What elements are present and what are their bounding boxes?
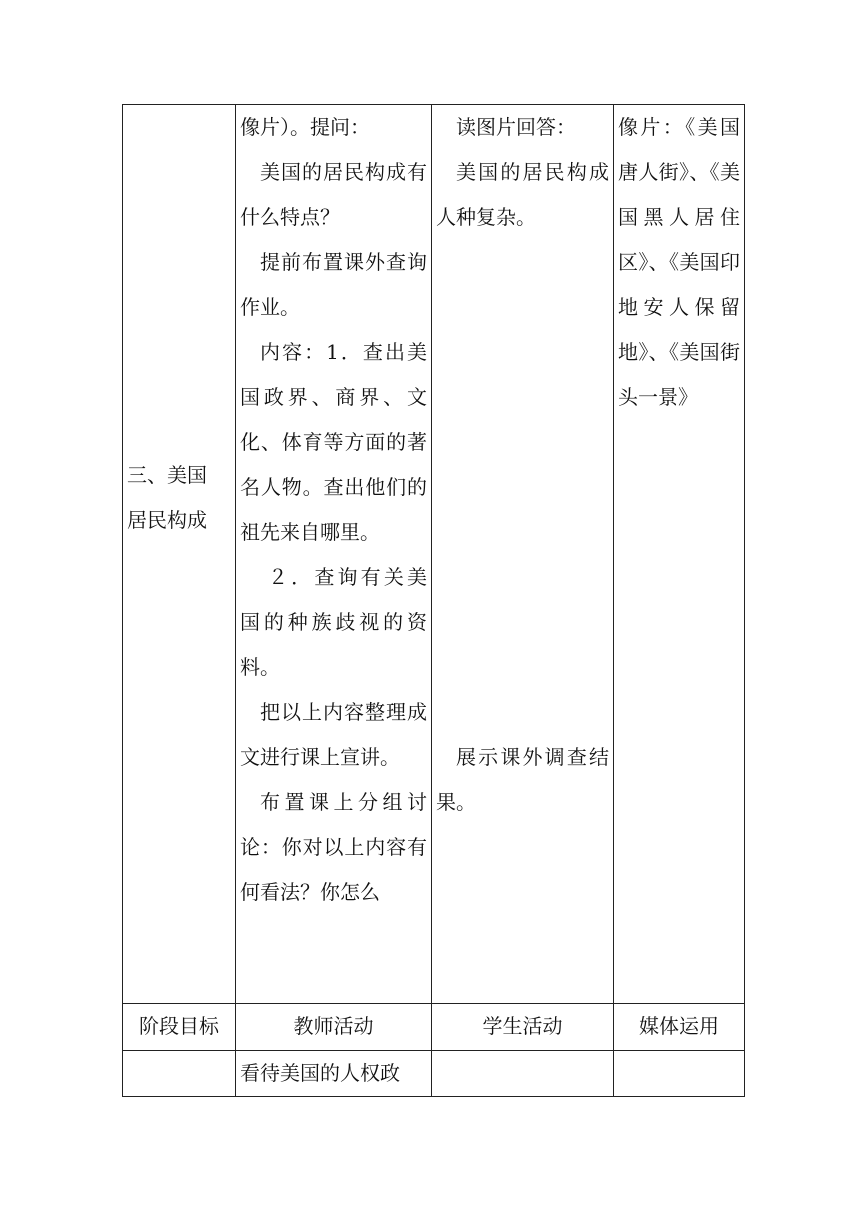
teacher-paragraph: ２．查询有关美国的种族歧视的资料。	[240, 565, 427, 679]
lesson-plan-table	[122, 104, 745, 1097]
table-row	[123, 105, 745, 1004]
teacher-activity-cell	[236, 105, 432, 1004]
student-paragraph: 展示课外调查结果。	[436, 745, 609, 814]
stage-goal-line: 居民构成	[127, 508, 207, 532]
table-row	[123, 1051, 745, 1097]
teacher-paragraph: 像片）。提问：	[240, 115, 370, 139]
student-activity-cell	[432, 105, 614, 1004]
media-cell	[614, 105, 745, 1004]
teacher-paragraph: 提前布置课外查询作业。	[240, 250, 427, 319]
header-teacher-activity: 教师活动	[236, 1004, 432, 1051]
teacher-paragraph: 内容：1．查出美国政界、商界、文化、体育等方面的著名人物。查出他们的祖先来自哪里。	[240, 340, 427, 544]
student-paragraph: 读图片回答：	[456, 115, 576, 139]
media-paragraph: 像片：《美国唐人街》、《美国黑人居住区》、《美国印地安人保留地》、《美国街头一景》	[618, 115, 740, 409]
header-media-use: 媒体运用	[614, 1004, 745, 1051]
table-header-row	[123, 1004, 745, 1051]
teacher-paragraph: 布置课上分组讨论：你对以上内容有何看法？你怎么	[240, 790, 427, 904]
stage-goal-cell	[123, 1051, 236, 1097]
stage-goal-cell	[123, 105, 236, 1004]
teacher-paragraph: 把以上内容整理成文进行课上宣讲。	[240, 700, 427, 769]
header-student-activity: 学生活动	[432, 1004, 614, 1051]
teacher-paragraph: 美国的居民构成有什么特点？	[240, 160, 427, 229]
student-activity-cell	[432, 1051, 614, 1097]
media-cell	[614, 1051, 745, 1097]
stage-goal-line: 三、美国	[127, 463, 207, 487]
teacher-activity-cell: 看待美国的人权政	[236, 1051, 432, 1097]
student-paragraph: 美国的居民构成人种复杂。	[436, 160, 609, 229]
header-stage-goal: 阶段目标	[123, 1004, 236, 1051]
